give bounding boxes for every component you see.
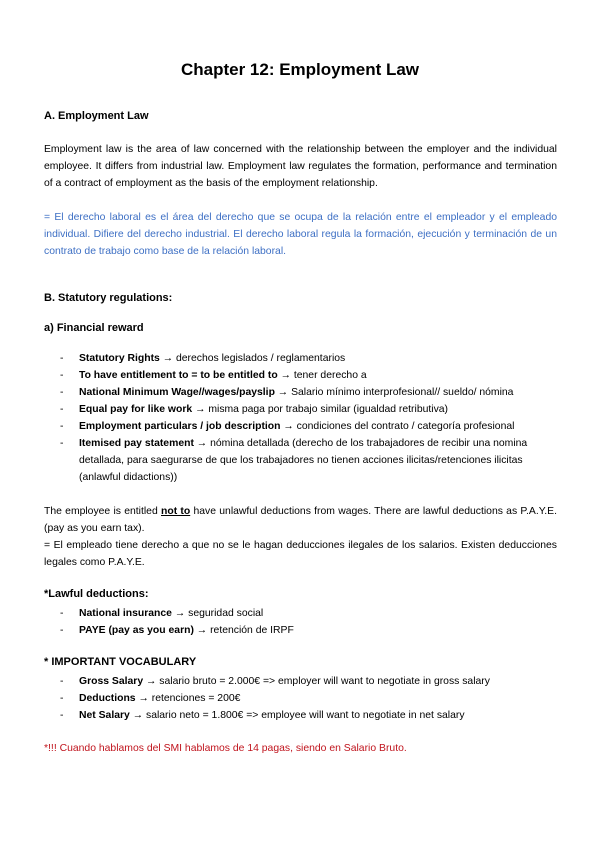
section-a-heading: A. Employment Law [44, 110, 149, 122]
section-a-paragraph-en: Employment law is the area of law concerned with the relationship between the employer and the individual employee. It differs from industrial law. Employment law regulates the formation, performance and termination of a contract of employment as the basis of the employment relationship. [44, 144, 557, 189]
list-item: - National Minimum Wage//wages/payslip → Salario mínimo interprofesional// sueldo/ nómina [60, 384, 557, 401]
financial-reward-list [60, 350, 557, 486]
list-item: - Itemised pay statement → nómina detallada (derecho de los trabajadores de recibir una nomina detallada, para saegurarse de que los trabajadores no tienen acciones ilicitas/retenciones ilicitas (anlawful didactions)) [60, 435, 557, 486]
section-b-heading: B. Statutory regulations: [44, 292, 173, 304]
lawful-deductions-heading: *Lawful deductions: [44, 588, 149, 600]
list-item: - Deductions → retenciones = 200€ [60, 690, 557, 707]
financial-reward-heading: a) Financial reward [44, 322, 144, 334]
entitled-paragraph-es: = El empleado tiene derecho a que no se le hagan deducciones ilegales de los salarios. Existen deducciones legales como P.A.Y.E. [44, 540, 557, 568]
list-item: - Net Salary → salario neto = 1.800€ => employee will want to negotiate in net salary [60, 707, 557, 724]
chapter-title: Chapter 12: Employment Law [180, 60, 420, 79]
list-item: - Employment particulars / job description → condiciones del contrato / categoría profesional [60, 418, 557, 435]
smi-note: *!!! Cuando hablamos del SMI hablamos de 14 pagas, siendo en Salario Bruto. [44, 743, 407, 754]
vocabulary-heading: * IMPORTANT VOCABULARY [44, 656, 197, 668]
list-item: - Equal pay for like work → misma paga por trabajo similar (igualdad retributiva) [60, 401, 557, 418]
list-item: - Gross Salary → salario bruto = 2.000€ => employer will want to negotiate in gross salary [60, 673, 557, 690]
list-item: - National insurance → seguridad social [60, 605, 557, 622]
section-a-paragraph-es: = El derecho laboral es el área del derecho que se ocupa de la relación entre el empleador y el empleado individual. Difiere del derecho industrial. El derecho laboral regula la formación, ejecución y terminación de un contrato de trabajo como base de la relación laboral. [44, 212, 557, 257]
list-item: - Statutory Rights → derechos legislados / reglamentarios [60, 350, 557, 367]
vocabulary-list [60, 673, 557, 724]
list-item: - To have entitlement to = to be entitled to → tener derecho a [60, 367, 557, 384]
entitled-paragraph-en: The employee is entitled not to have unlawful deductions from wages. There are lawful deductions as P.A.Y.E. (pay as you earn tax). [44, 506, 557, 534]
lawful-deductions-list [60, 605, 557, 639]
list-item: - PAYE (pay as you earn) → retención de IRPF [60, 622, 557, 639]
